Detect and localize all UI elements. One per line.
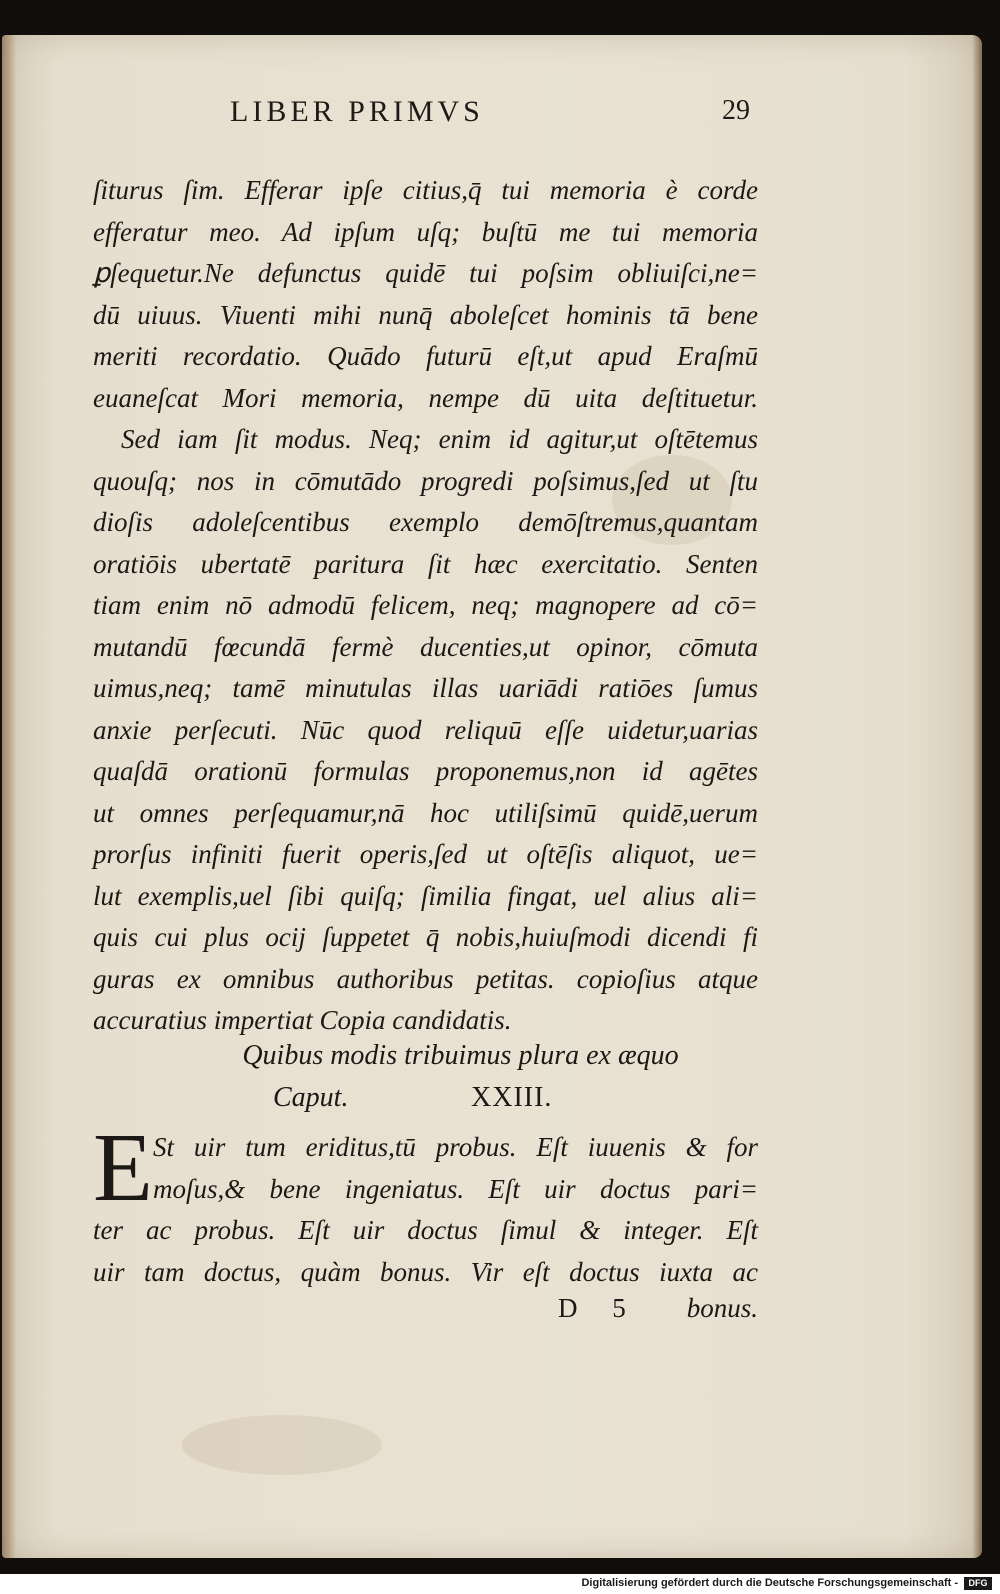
text-line: ut omnes perſequamur,nā hoc utiliſsimū quidē,uerum: [93, 797, 758, 828]
text-line: accuratius impertiat Copia candidatis.: [93, 1005, 512, 1035]
body-text: [93, 170, 758, 1042]
page-number: 29: [722, 95, 750, 126]
text-line: efferatur meo. Ad ipſum uſq; buſtū me tui memoria: [93, 216, 758, 247]
text-line: guras ex omnibus authoribus petitas. copioſius atque: [93, 963, 758, 994]
chapter-text: [93, 1114, 758, 1293]
text-line: meriti recordatio. Quādo futurū eſt,ut apud Eraſmū: [93, 341, 758, 371]
catchword: bonus.: [686, 1293, 758, 1323]
text-line: uimus,neq; tamē minutulas illas uariādi ratiōes ſumus: [93, 673, 758, 703]
text-line: ſiturus ſim. Efferar ipſe citius,q̄ tui memoria è corde: [93, 175, 758, 205]
text-line: Sed iam ſit modus. Neq; enim id agitur,ut oſtētemus: [121, 424, 758, 454]
text-line: quaſdā orationū formulas proponemus,non id agētes: [93, 756, 758, 786]
drop-capital: E: [93, 1114, 153, 1222]
chapter-title: Quibus modis tribuimus plura ex æquo: [242, 1040, 679, 1071]
funding-credit: Digitalisierung gefördert durch die Deutsche Forschungsgemeinschaft -: [581, 1577, 958, 1589]
credit-bar: [0, 1574, 1000, 1594]
text-line: moſus,& bene ingeniatus. Eſt uir doctus pari=: [153, 1173, 758, 1204]
caput-label: Caput.: [273, 1082, 349, 1113]
text-line: prorſus infiniti fuerit operis,ſed ut oſtēſis aliquot, ue=: [93, 839, 758, 869]
paper-stain: [182, 1415, 382, 1475]
text-line: St uir tum eriditus,tū probus. Eſt iuuenis & for: [153, 1132, 758, 1162]
text-line: lut exemplis,uel ſibi quiſq; ſimilia fingat, uel alius ali=: [93, 880, 758, 911]
chapter-heading: [93, 1040, 758, 1124]
running-head: LIBER PRIMVS: [230, 95, 484, 128]
text-line: ꝑſequetur.Ne defunctus quidē tui poſsim obliuiſci,ne=: [93, 258, 758, 288]
text-line: quis cui plus ocij ſuppetet q̄ nobis,huiuſmodi dicendi fi: [93, 922, 758, 952]
page-gutter-shadow: [2, 35, 16, 1558]
text-line: dioſis adoleſcentibus exemplo demōſtremus,quantam: [93, 507, 758, 537]
text-line: euaneſcat Mori memoria, nempe dū uita deſtituetur.: [93, 382, 758, 413]
page-header: [230, 95, 750, 135]
text-line: oratiōis ubertatē paritura ſit hæc exercitatio. Senten: [93, 548, 758, 579]
chapter-caput: [93, 1082, 758, 1124]
text-line: anxie perſecuti. Nūc quod reliquū eſſe uidetur,uarias: [93, 714, 758, 745]
signature-mark: D 5: [558, 1293, 640, 1323]
text-line: ter ac probus. Eſt uir doctus ſimul & integer. Eſt: [93, 1215, 758, 1245]
page-edge-shadow: [972, 35, 982, 1558]
text-line: quouſq; nos in cōmutādo progredi poſsimus,ſed ut ſtu: [93, 465, 758, 496]
text-line: uir tam doctus, quàm bonus. Vir eſt doctus iuxta ac: [93, 1256, 758, 1287]
caput-number: XXIII.: [471, 1082, 553, 1113]
text-line: mutandū fœcundā fermè ducenties,ut opinor, cōmuta: [93, 631, 758, 662]
dfg-logo: DFG: [964, 1577, 992, 1590]
text-line: dū uiuus. Viuenti mihi nunq̄ aboleſcet hominis tā bene: [93, 299, 758, 330]
page-footer: [93, 1293, 758, 1333]
text-line: tiam enim nō admodū felicem, neq; magnopere ad cō=: [93, 590, 758, 620]
